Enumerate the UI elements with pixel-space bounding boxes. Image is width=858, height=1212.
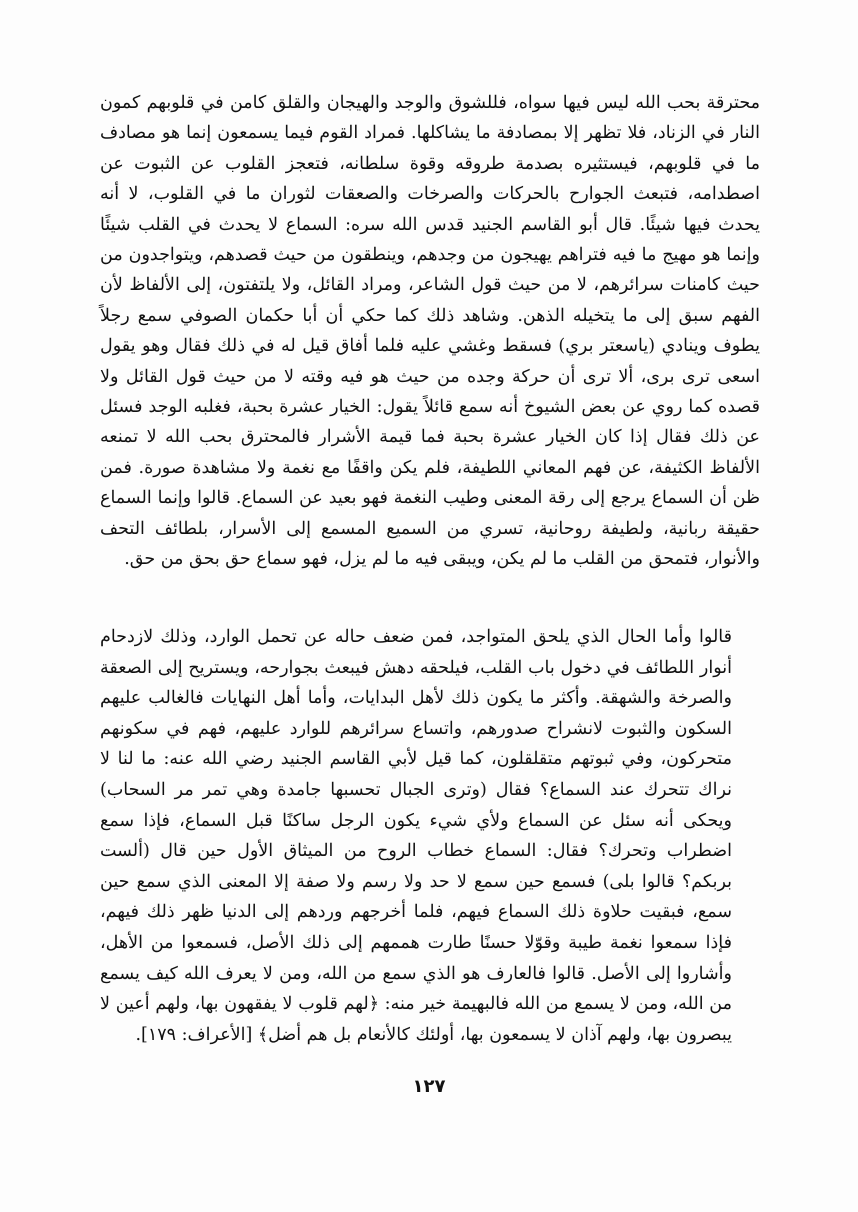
body-text-block-2: [100, 622, 760, 1050]
body-text-block-1: [100, 88, 760, 575]
paragraph-2: قالوا وأما الحال الذي يلحق المتواجد، فمن ضعف حاله عن تحمل الوارد، وذلك لازدحام أنوار اللطائف في دخول باب القلب، فيلحقه دهش فيبعث بجوارحه، ويستريح إلى الصعقة والصرخة والشهقة. وأكثر ما يكون ذلك لأهل البدايات، وأما أهل النهايات فالغالب عليهم السكون والثبوت لانشراح صدورهم، واتساع سرائرهم للوارد عليهم، فهم في سكونهم متحركون، وفي ثبوتهم متقلقلون، كما قيل لأبي القاسم الجنيد رضي الله عنه: ما لنا لا نراك تتحرك عند السماع؟ فقال (وترى الجبال تحسبها جامدة وهي تمر مر السحاب) ويحكى أنه سئل عن السماع ولأي شيء يكون الرجل ساكنًا قبل السماع، فإذا سمع اضطراب وتحرك؟ فقال: السماع خطاب الروح من الميثاق الأول حين قال (ألست بربكم؟ قالوا بلى) فسمع حين سمع لا حد ولا رسم ولا صفة إلا المعنى الذي سمع حين سمع، فبقيت حلاوة ذلك السماع فيهم، فلما أخرجهم وردهم إلى الدنيا ظهر ذلك فيهم، فإذا سمعوا نغمة طيبة وقوّلا حسنًا طارت هممهم إلى ذلك الأصل، فسمعوا من الأهل، وأشاروا إلى الأصل. قالوا فالعارف هو الذي سمع من الله، ومن لا يعرف الله كيف يسمع من الله، ومن لا يسمع من الله فالبهيمة خير منه: ﴿لهم قلوب لا يفقهون بها، ولهم أعين لا يبصرون بها، ولهم آذان لا يسمعون بها، أولئك كالأنعام بل هم أضل﴾ [الأعراف: ١٧٩].: [100, 627, 732, 1045]
page-number: ١٢٧: [412, 1076, 446, 1097]
paragraph-1: محترقة بحب الله ليس فيها سواه، فللشوق والوجد والهيجان والقلق كامن في قلوبهم كمون النار في الزناد، فلا تظهر إلا بمصادفة ما يشاكلها. فمراد القوم فيما يسمعون إنما هو مصادف ما في قلوبهم، فيستثيره بصدمة طروقه وقوة سلطانه، فتعجز القلوب عن الثبوت عن اصطدامه، فتبعث الجوارح بالحركات والصرخات والصعقات لثوران ما في القلوب، لا أنه يحدث فيها شيئًا. قال أبو القاسم الجنيد قدس الله سره: السماع لا يحدث في القلب شيئًا وإنما هو مهيج ما فيه فتراهم يهيجون من وجدهم، وينطقون من حيث قصدهم، ويتواجدون من حيث كامنات سرائرهم، لا من حيث قول الشاعر، ومراد القائل، ولا يلتفتون، إلى الألفاظ لأن الفهم سبق إلى ما يتخيله الذهن. وشاهد ذلك كما حكي أن أبا حكمان الصوفي سمع رجلاً يطوف وينادي (ياسعتر بري) فسقط وغشي عليه فلما أفاق قيل له في ذلك فقال وهو يقول اسعى ترى برى، ألا ترى أن حركة وجده من حيث هو فيه وقته لا من حيث قول القائل ولا قصده كما روي عن بعض الشيوخ أنه سمع قائلاً يقول: الخيار عشرة بحبة، فغلبه الوجد فسئل عن ذلك فقال إذا كان الخيار عشرة بحبة فما قيمة الأشرار فالمحترق بحب الله لا تمنعه الألفاظ الكثيفة، عن فهم المعاني اللطيفة، فلم يكن واقفًا مع نغمة ولا مشاهدة صورة. فمن ظن أن السماع يرجع إلى رقة المعنى وطيب النغمة فهو بعيد عن السماع. قالوا وإنما السماع حقيقة ربانية، ولطيفة روحانية، تسري من السميع المسمع إلى الأسرار، بلطائف التحف والأنوار، فتمحق من القلب ما لم يكن، ويبقى فيه ما لم يزل، فهو سماع حق بحق من حق.: [100, 93, 760, 570]
